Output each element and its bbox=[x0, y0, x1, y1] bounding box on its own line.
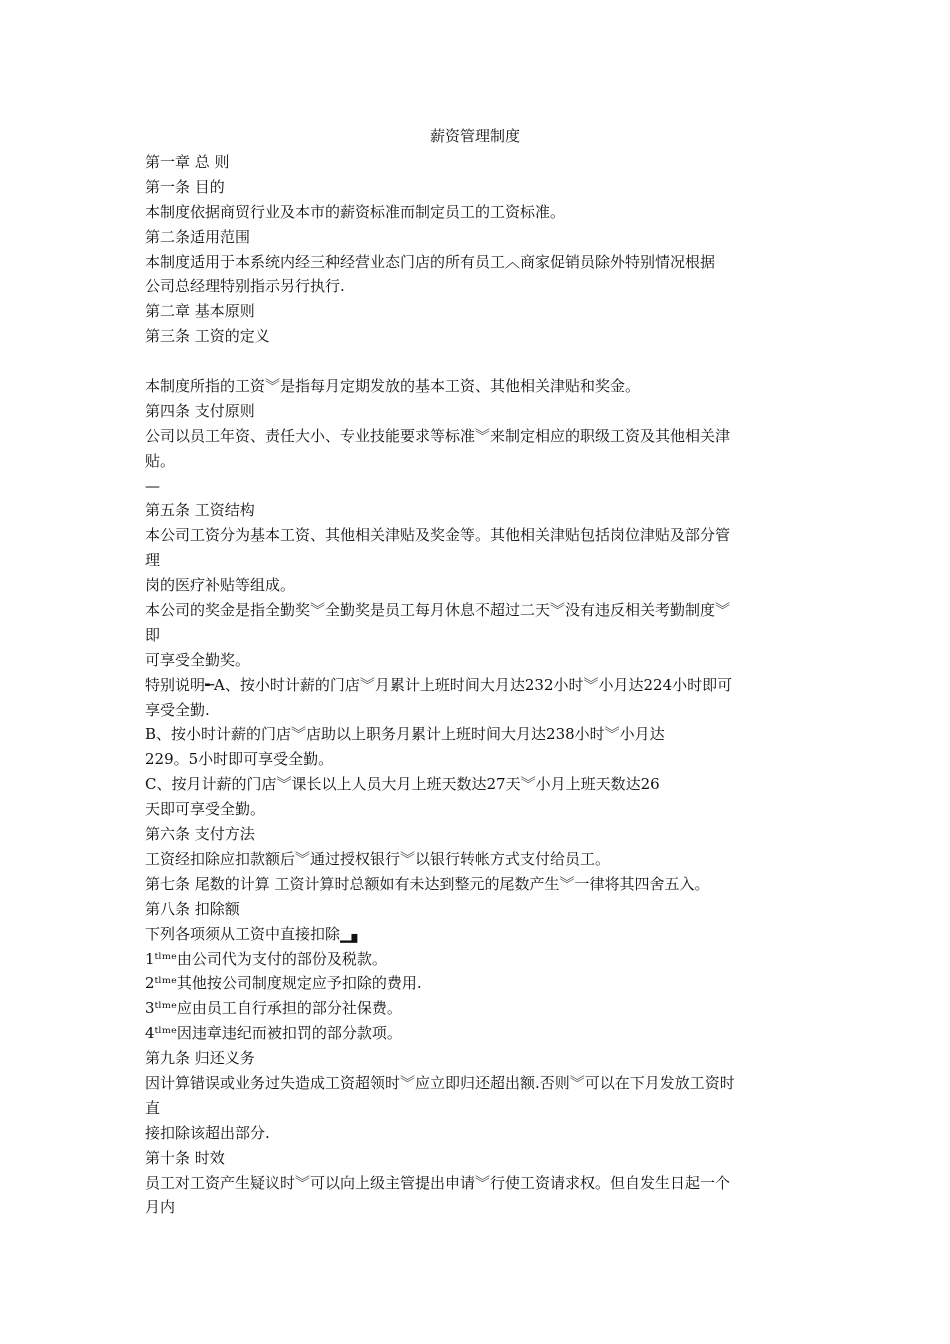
text-line: 公司总经理特别指示另行执行. bbox=[145, 277, 345, 296]
text-line: 第二章 基本原则 bbox=[145, 302, 255, 321]
text-line: 1ᵗˡᵐᵉ由公司代为支付的部份及税款。 bbox=[145, 949, 387, 968]
text-line: B、按小时计薪的门店︾店助以上职务月累计上班时间大月达238小时︾小月达 bbox=[145, 725, 665, 744]
text-line: 本制度依据商贸行业及本市的薪资标准而制定员工的工资标准。 bbox=[145, 202, 566, 221]
text-line: 下列各项须从工资中直接扣除▁▖ bbox=[145, 924, 364, 943]
text-line: 享受全勤. bbox=[145, 700, 210, 719]
text-line: 员工对工资产生疑议时︾可以向上级主管提出申请︾行使工资请求权。但自发生日起一个 bbox=[145, 1173, 731, 1192]
text-line: 第七条 尾数的计算 工资计算时总额如有未达到整元的尾数产生︾一律将其四舍五入。 bbox=[145, 874, 710, 893]
text-line: 本制度所指的工资︾是指每月定期发放的基本工资、其他相关津贴和奖金。 bbox=[145, 377, 641, 396]
blank-line bbox=[145, 349, 810, 374]
text-line: 第三条 工资的定义 bbox=[145, 327, 270, 346]
text-line: 直 bbox=[145, 1098, 161, 1117]
text-line: 第五条 工资结构 bbox=[145, 501, 255, 520]
text-line: 第六条 支付方法 bbox=[145, 825, 255, 844]
text-line: 月内 bbox=[145, 1198, 176, 1217]
text-line: — bbox=[145, 476, 160, 495]
text-line: 第二条适用范围 bbox=[145, 227, 251, 246]
text-line: 理 bbox=[145, 551, 161, 570]
text-line: 工资经扣除应扣款额后︾通过授权银行︾以银行转帐方式支付给员工。 bbox=[145, 849, 611, 868]
text-line: 可享受全勤奖。 bbox=[145, 650, 251, 669]
text-line: C、按月计薪的门店︾课长以上人员大月上班天数达27天︾小月上班天数达26 bbox=[145, 775, 660, 794]
text-line: 因计算错误或业务过失造成工资超领时︾应立即归还超出额.否则︾可以在下月发放工资时 bbox=[145, 1073, 735, 1092]
document-title: 薪资管理制度 bbox=[429, 127, 520, 145]
text-line: 第一章 总 则 bbox=[145, 153, 230, 171]
text-line: 第四条 支付原则 bbox=[145, 401, 255, 420]
text-line: 2ᵗˡᵐᵉ其他按公司制度规定应予扣除的费用. bbox=[145, 974, 422, 993]
text-line: 本公司的奖金是指全勤奖︾全勤奖是员工每月休息不超过二天︾没有违反相关考勤制度︾ bbox=[145, 601, 731, 620]
text-line: 接扣除该超出部分. bbox=[145, 1123, 270, 1142]
text-line: 第八条 扣除额 bbox=[145, 899, 240, 918]
text-line: 第十条 时效 bbox=[145, 1148, 225, 1167]
text-line: 229。5小时即可享受全勤。 bbox=[145, 750, 334, 769]
text-line: 第九条 归还义务 bbox=[145, 1049, 255, 1068]
text-line: 贴。 bbox=[145, 451, 176, 470]
document-body bbox=[145, 150, 810, 1220]
text-line: 本制度适用于本系统内经三种经营业态门店的所有员工︿商家促销员除外特别情况根据 bbox=[145, 252, 716, 271]
text-line: 特别说明╾A、按小时计薪的门店︾月累计上班时间大月达232小时︾小月达224小时即可 bbox=[145, 675, 733, 694]
text-line: 即 bbox=[145, 625, 161, 644]
text-line: 公司以员工年资、责任大小、专业技能要求等标准︾来制定相应的职级工资及其他相关津 bbox=[145, 426, 731, 445]
text-line: 天即可享受全勤。 bbox=[145, 800, 266, 819]
text-line: 本公司工资分为基本工资、其他相关津贴及奖金等。其他相关津贴包括岗位津贴及部分管 bbox=[145, 526, 731, 545]
text-line: 4ᵗˡᵐᵉ因违章违纪而被扣罚的部分款项。 bbox=[145, 1024, 402, 1043]
text-line: 岗的医疗补贴等组成。 bbox=[145, 576, 296, 595]
text-line: 第一条 目的 bbox=[145, 177, 225, 196]
text-line: 3ᵗˡᵐᵉ应由员工自行承担的部分社保费。 bbox=[145, 999, 402, 1018]
